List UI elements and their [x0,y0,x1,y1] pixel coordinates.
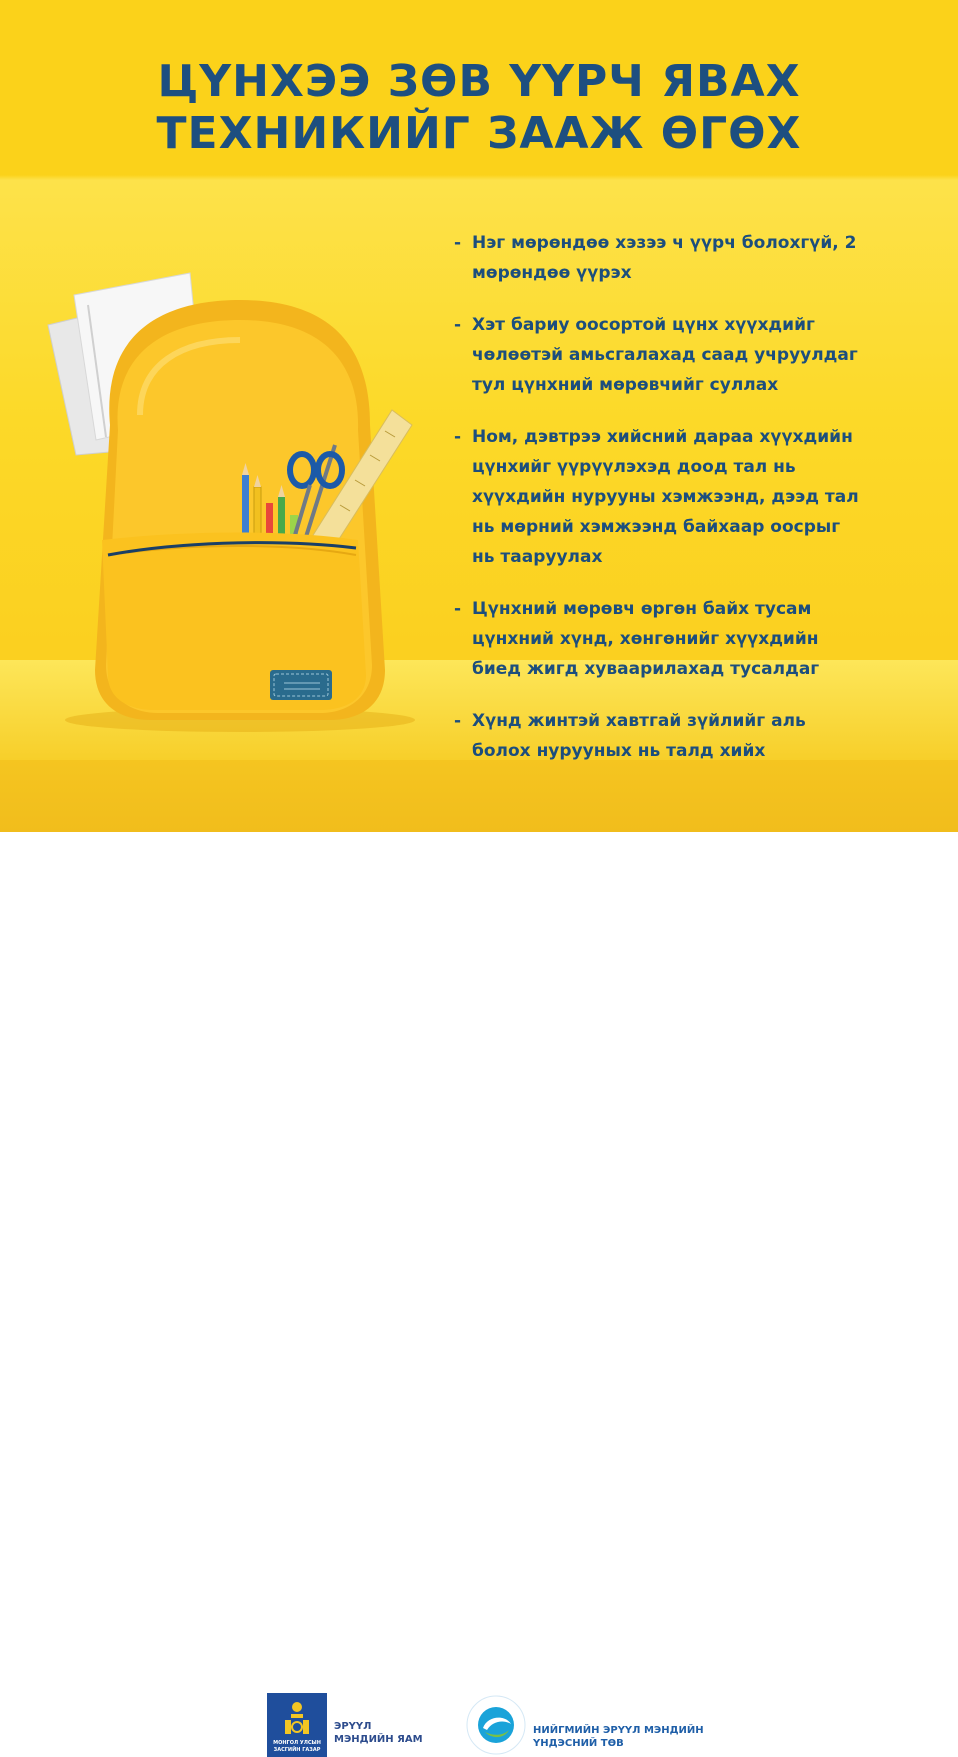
ministry-name [334,1720,423,1746]
ministry-name-line-2: МЭНДИЙН ЯАМ [334,1734,423,1745]
tip-line: тул цүнхний мөрөвчийг суллах [472,375,779,395]
list-item [454,594,924,684]
bullet-dash: - [454,233,462,253]
footer [0,832,958,1753]
tip-line: Нэг мөрөндөө хэзээ ч үүрч болохгүй, 2 [472,233,857,253]
emblem-text-2: ЗАСГИЙН ГАЗАР [273,1747,321,1753]
list-item [454,310,924,400]
health-center-name [533,1724,704,1750]
tip-line: Цүнхний мөрөвч өргөн байх тусам [472,599,812,619]
tip-line: Хэт бариу оосортой цүнх хүүхдийг [472,315,815,335]
tip-line: биед жигд хуваарилахад тусалдаг [472,659,820,679]
tip-line: хүүхдийн нурууны хэмжээнд, дээд тал [472,487,859,507]
ministry-name-line-1: ЭРҮҮЛ [334,1721,372,1732]
tip-line: цүнхний хүнд, хөнгөнийг хүүхдийн [472,629,819,649]
poster [0,0,958,832]
list-item [454,706,924,766]
backpack-illustration [40,265,440,735]
health-center-name-line-2: ҮНДЭСНИЙ ТӨВ [533,1738,624,1749]
health-center-logo-icon [465,1694,527,1756]
tip-line: нь тааруулах [472,547,603,567]
ministry-emblem-icon [267,1693,327,1757]
list-item [454,422,924,572]
bullet-dash: - [454,315,462,335]
tip-line: Ном, дэвтрээ хийсний дараа хүүхдийн [472,427,853,447]
health-center-name-line-1: НИЙГМИЙН ЭРҮҮЛ МЭНДИЙН [533,1725,704,1736]
tip-line: чөлөөтэй амьсгалахад саад учруулдаг [472,345,858,365]
tip-line: мөрөндөө үүрэх [472,263,632,283]
tips-list [454,228,924,788]
title-line-2: ТЕХНИКИЙГ ЗААЖ ӨГӨХ [156,108,802,159]
tip-line: Хүнд жинтэй хавтгай зүйлийг аль [472,711,806,731]
title-line-1: ЦҮНХЭЭ ЗӨВ ҮҮРЧ ЯВАХ [157,56,801,107]
tip-line: цүнхийг үүрүүлэхэд доод тал нь [472,457,796,477]
emblem-text-1: МОНГОЛ УЛСЫН [273,1740,321,1746]
list-item [454,228,924,288]
tip-line: нь мөрний хэмжээнд байхаар оосрыг [472,517,841,537]
tip-line: болох нурууных нь талд хийх [472,741,766,761]
bullet-dash: - [454,599,462,619]
bullet-dash: - [454,427,462,447]
bullet-dash: - [454,711,462,731]
